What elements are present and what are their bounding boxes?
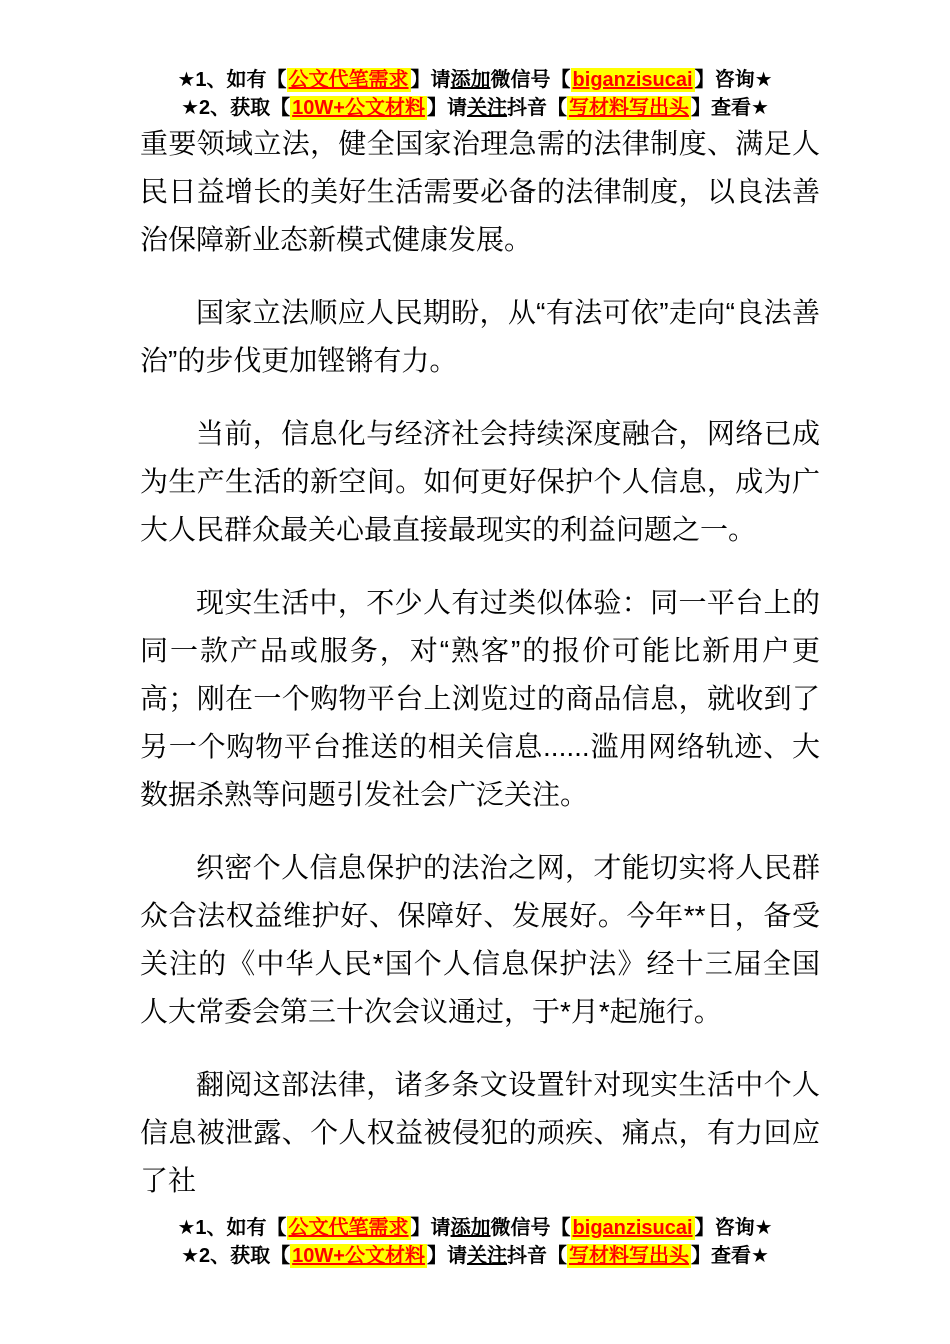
promo-text: 】咨询★ [694, 1217, 773, 1239]
promo-highlight-writing-service: 公文代笔需求 [288, 1217, 409, 1239]
promo-highlight-materials: 10W+公文材料 [292, 1245, 425, 1267]
promo-text: 抖音【 [506, 97, 567, 119]
promo-text: 】查看★ [690, 97, 769, 119]
promo-text: 】请 [426, 97, 467, 119]
promo-highlight-writing-service: 公文代笔需求 [288, 69, 409, 91]
promo-douyin-id: 写材料写出头 [568, 97, 689, 119]
promo-text: ★1、如有【 [177, 1217, 287, 1239]
promo-wechat-id: biganzisucai [572, 1217, 693, 1239]
promo-text: 微信号【 [490, 1217, 571, 1239]
paragraph: 当前，信息化与经济社会持续深度融合，网络已成为生产生活的新空间。如何更好保护个人信息，成为广大人民群众最关心最直接最现实的利益问题之一。 [140, 418, 820, 545]
promo-text: 】请 [426, 1245, 467, 1267]
promo-line [0, 66, 950, 94]
promo-footer [0, 1214, 950, 1270]
promo-line [0, 1214, 950, 1242]
paragraph: 重要领域立法，健全国家治理急需的法律制度、满足人民日益增长的美好生活需要必备的法律制度，以良法善治保障新业态新模式健康发展。 [140, 128, 820, 255]
promo-follow-emphasis: 关注 [466, 97, 507, 119]
promo-text: ★2、获取【 [181, 1245, 291, 1267]
promo-text: ★2、获取【 [181, 97, 291, 119]
promo-text: 】查看★ [690, 1245, 769, 1267]
promo-add-emphasis: 添加 [450, 1217, 491, 1239]
promo-add-emphasis: 添加 [450, 69, 491, 91]
promo-text: 微信号【 [490, 69, 571, 91]
promo-follow-emphasis: 关注 [466, 1245, 507, 1267]
promo-text: 抖音【 [506, 1245, 567, 1267]
promo-text: ★1、如有【 [177, 69, 287, 91]
paragraph: 国家立法顺应人民期盼，从“有法可依”走向“良法善治”的步伐更加铿锵有力。 [140, 297, 820, 376]
promo-line [0, 94, 950, 122]
paragraph: 现实生活中，不少人有过类似体验：同一平台上的同一款产品或服务，对“熟客”的报价可能比新用户更高；刚在一个购物平台上浏览过的商品信息，就收到了另一个购物平台推送的相关信息......滥用网络轨迹、大数据杀熟等问题引发社会广泛关注。 [140, 587, 820, 810]
promo-douyin-id: 写材料写出头 [568, 1245, 689, 1267]
paragraph: 翻阅这部法律，诸多条文设置针对现实生活中个人信息被泄露、个人权益被侵犯的顽疾、痛点，有力回应了社 [140, 1069, 820, 1196]
promo-highlight-materials: 10W+公文材料 [292, 97, 425, 119]
promo-wechat-id: biganzisucai [572, 69, 693, 91]
promo-text: 】咨询★ [694, 69, 773, 91]
promo-line [0, 1242, 950, 1270]
promo-text: 】请 [410, 1217, 451, 1239]
promo-header [0, 66, 950, 122]
document-body [140, 120, 820, 1230]
promo-text: 】请 [410, 69, 451, 91]
paragraph: 织密个人信息保护的法治之网，才能切实将人民群众合法权益维护好、保障好、发展好。今年**日，备受关注的《中华人民*国个人信息保护法》经十三届全国人大常委会第三十次会议通过，于*月*起施行。 [140, 852, 820, 1027]
